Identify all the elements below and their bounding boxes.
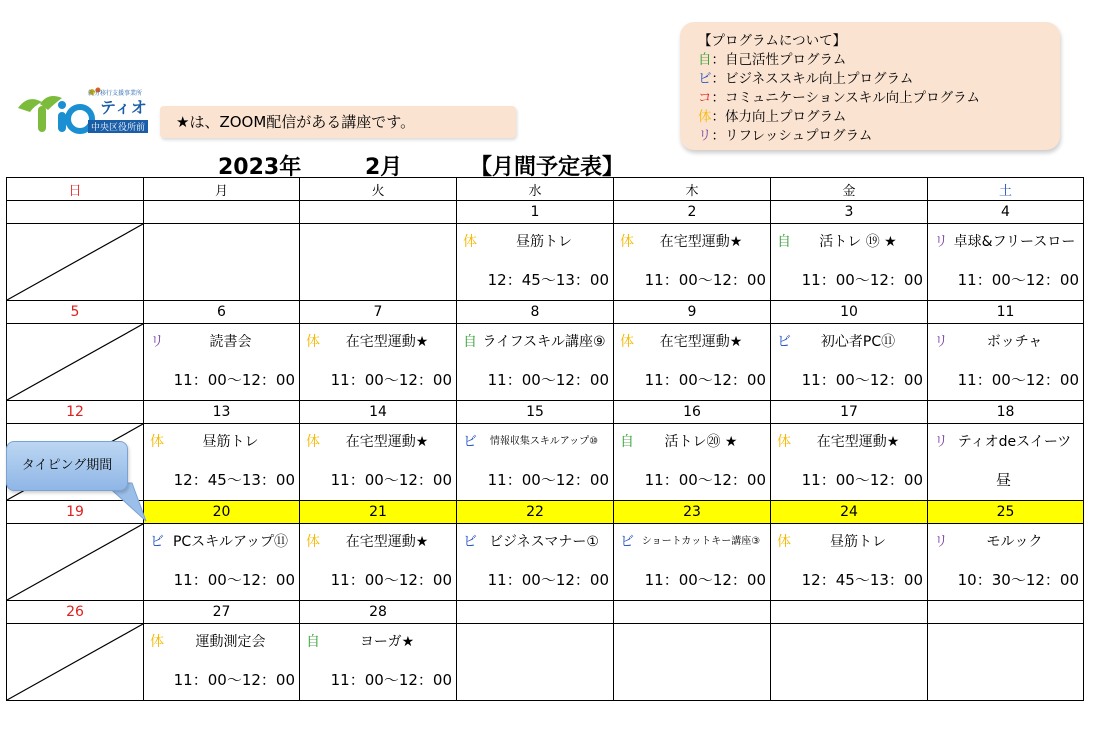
event-cell xyxy=(144,524,300,601)
event-title: 読書会 xyxy=(209,334,252,350)
event-time: 11：00〜12：00 xyxy=(801,371,923,389)
sunday-closed-cell xyxy=(7,524,144,601)
empty-cell xyxy=(771,624,928,701)
event-title: PCスキルアップ⑪ xyxy=(172,534,289,550)
event-time: 12：45〜13：00 xyxy=(801,571,923,589)
callout-label: タイピング期間 xyxy=(6,441,128,491)
event-time: 11：00〜12：00 xyxy=(330,671,452,689)
event-row xyxy=(7,324,1084,401)
date-cell: 14 xyxy=(300,401,457,424)
date-cell: 11 xyxy=(928,301,1084,324)
event-title: 在宅型運動★ xyxy=(345,334,429,350)
date-cell: 22 xyxy=(457,501,614,524)
event-cell xyxy=(614,524,771,601)
event-time: 12：45〜13：00 xyxy=(173,471,295,489)
weekday-header: 金 xyxy=(771,178,928,201)
event-cell xyxy=(300,424,457,501)
date-row xyxy=(7,401,1084,424)
date-cell: 12 xyxy=(7,401,144,424)
event-time: 11：00〜12：00 xyxy=(330,371,452,389)
event-time: 11：00〜12：00 xyxy=(487,571,609,589)
event-cell xyxy=(144,324,300,401)
date-cell xyxy=(771,601,928,624)
event-cell xyxy=(457,224,614,301)
event-category: ビ xyxy=(463,534,477,550)
event-title: ビジネスマナー① xyxy=(489,534,599,550)
legend-item: 自：自己活性プログラム xyxy=(698,52,847,68)
diagonal-slash xyxy=(7,224,143,300)
event-cell xyxy=(300,524,457,601)
event-cell xyxy=(771,224,928,301)
event-title: 在宅型運動★ xyxy=(345,434,429,450)
event-time: 11：00〜12：00 xyxy=(957,271,1079,289)
event-category: 体 xyxy=(306,534,320,550)
event-time: 11：00〜12：00 xyxy=(487,471,609,489)
program-legend xyxy=(680,22,1060,150)
event-row xyxy=(7,424,1084,501)
date-row xyxy=(7,601,1084,624)
logo-subtitle: 就労移行支援事業所 xyxy=(88,90,143,97)
event-category: 体 xyxy=(620,334,634,350)
event-category: リ xyxy=(150,334,164,350)
event-cell xyxy=(457,324,614,401)
event-category: リ xyxy=(934,234,948,250)
empty-cell xyxy=(300,224,457,301)
monthly-calendar xyxy=(6,177,1084,701)
event-category: 体 xyxy=(306,334,320,350)
event-title: 運動測定会 xyxy=(195,634,266,650)
date-cell: 17 xyxy=(771,401,928,424)
event-category: 体 xyxy=(306,434,320,450)
event-cell xyxy=(457,424,614,501)
event-cell xyxy=(614,424,771,501)
event-category: 自 xyxy=(777,234,791,250)
legend-key: リ xyxy=(698,128,712,144)
date-cell: 15 xyxy=(457,401,614,424)
date-cell: 10 xyxy=(771,301,928,324)
diagonal-slash xyxy=(7,524,143,600)
weekday-header: 水 xyxy=(457,178,614,201)
legend-key: 体 xyxy=(698,109,712,125)
event-row xyxy=(7,224,1084,301)
date-cell: 13 xyxy=(144,401,300,424)
event-time: 11：00〜12：00 xyxy=(801,471,923,489)
event-time: 11：00〜12：00 xyxy=(957,371,1079,389)
diagonal-slash xyxy=(7,324,143,400)
event-time: 10：30〜12：00 xyxy=(957,571,1079,589)
event-title: ライフスキル講座⑨ xyxy=(482,334,606,350)
legend-key: コ xyxy=(698,90,712,106)
date-cell: 16 xyxy=(614,401,771,424)
date-cell: 20 xyxy=(144,501,300,524)
event-category: ビ xyxy=(777,334,791,350)
date-cell: 7 xyxy=(300,301,457,324)
weekday-header: 月 xyxy=(144,178,300,201)
date-cell: 9 xyxy=(614,301,771,324)
date-cell: 1 xyxy=(457,201,614,224)
event-cell xyxy=(928,224,1084,301)
event-cell xyxy=(928,524,1084,601)
date-row xyxy=(7,201,1084,224)
event-category: 体 xyxy=(150,634,164,650)
date-cell: 26 xyxy=(7,601,144,624)
event-cell xyxy=(928,324,1084,401)
empty-cell xyxy=(614,624,771,701)
date-cell xyxy=(457,601,614,624)
event-category: ビ xyxy=(463,434,477,450)
date-cell: 2 xyxy=(614,201,771,224)
event-cell xyxy=(300,324,457,401)
event-cell xyxy=(457,524,614,601)
event-title: ボッチャ xyxy=(986,334,1043,350)
event-title: 在宅型運動★ xyxy=(659,234,743,250)
heading-title: 【月間予定表】 xyxy=(470,155,625,180)
event-cell xyxy=(771,524,928,601)
legend-key: 自 xyxy=(698,52,712,68)
sunday-closed-cell xyxy=(7,324,144,401)
weekday-header: 土 xyxy=(928,178,1084,201)
date-cell: 23 xyxy=(614,501,771,524)
event-time: 11：00〜12：00 xyxy=(801,271,923,289)
date-cell xyxy=(614,601,771,624)
event-category: リ xyxy=(934,334,948,350)
event-category: 自 xyxy=(463,334,477,350)
event-title: ティオdeスイーツ xyxy=(957,434,1072,450)
event-time: 11：00〜12：00 xyxy=(644,271,766,289)
event-row xyxy=(7,524,1084,601)
event-category: 体 xyxy=(777,534,791,550)
logo-place: 中央区役所前 xyxy=(88,120,148,133)
date-cell: 28 xyxy=(300,601,457,624)
date-row xyxy=(7,501,1084,524)
date-cell: 3 xyxy=(771,201,928,224)
date-cell xyxy=(300,201,457,224)
logo-name: ティオ xyxy=(100,98,147,117)
weekday-header-row xyxy=(7,178,1084,201)
event-time: 11：00〜12：00 xyxy=(330,471,452,489)
event-time: 11：00〜12：00 xyxy=(173,571,295,589)
typing-period-callout xyxy=(6,441,130,493)
event-title: 昼筋トレ xyxy=(202,434,259,450)
event-time: 11：00〜12：00 xyxy=(330,571,452,589)
event-category: ビ xyxy=(150,534,164,550)
event-category: 体 xyxy=(777,434,791,450)
date-cell: 25 xyxy=(928,501,1084,524)
event-time: 11：00〜12：00 xyxy=(644,571,766,589)
event-time: 昼 xyxy=(995,471,1011,489)
event-time: 11：00〜12：00 xyxy=(487,371,609,389)
event-title: 活トレ ⑲ ★ xyxy=(819,234,897,250)
date-cell: 27 xyxy=(144,601,300,624)
event-title: ショートカットキー講座③ xyxy=(641,536,761,547)
event-title: 在宅型運動★ xyxy=(659,334,743,350)
event-cell xyxy=(614,324,771,401)
event-title: 卓球&フリースロー xyxy=(953,234,1076,250)
event-time: 11：00〜12：00 xyxy=(173,671,295,689)
date-row xyxy=(7,301,1084,324)
diagonal-slash xyxy=(7,624,143,700)
legend-key: ビ xyxy=(698,71,712,87)
date-cell: 5 xyxy=(7,301,144,324)
empty-cell xyxy=(928,624,1084,701)
event-category: 体 xyxy=(463,234,477,250)
event-category: 自 xyxy=(306,634,320,650)
date-cell: 4 xyxy=(928,201,1084,224)
weekday-header: 木 xyxy=(614,178,771,201)
event-title: ヨーガ★ xyxy=(359,634,415,650)
event-title: 昼筋トレ xyxy=(516,234,572,250)
event-cell xyxy=(614,224,771,301)
event-category: ビ xyxy=(620,534,634,550)
event-category: 自 xyxy=(620,434,634,450)
event-cell xyxy=(144,424,300,501)
zoom-note: ★は、ZOOM配信がある講座です。 xyxy=(160,106,516,138)
legend-item: 体：体力向上プログラム xyxy=(698,109,847,125)
event-title: 初心者PC⑪ xyxy=(820,334,896,350)
event-time: 11：00〜12：00 xyxy=(644,371,766,389)
weekday-header: 日 xyxy=(7,178,144,201)
event-category: 体 xyxy=(620,234,634,250)
event-title: 昼筋トレ xyxy=(830,534,886,550)
empty-cell xyxy=(144,224,300,301)
empty-cell xyxy=(457,624,614,701)
date-cell: 8 xyxy=(457,301,614,324)
event-title: 在宅型運動★ xyxy=(345,534,429,550)
event-title: 情報収集スキルアップ⑩ xyxy=(489,436,599,447)
event-cell xyxy=(300,624,457,701)
sunday-closed-cell xyxy=(7,224,144,301)
heading-month: 2月 xyxy=(365,155,403,180)
event-cell xyxy=(771,424,928,501)
event-time: 11：00〜12：00 xyxy=(173,371,295,389)
date-cell xyxy=(928,601,1084,624)
event-time: 12：45〜13：00 xyxy=(487,271,609,289)
event-time: 11：00〜12：00 xyxy=(644,471,766,489)
date-cell xyxy=(7,201,144,224)
date-cell: 18 xyxy=(928,401,1084,424)
sunday-closed-cell xyxy=(7,624,144,701)
event-cell xyxy=(144,624,300,701)
date-cell: 21 xyxy=(300,501,457,524)
legend-item: ビ：ビジネススキル向上プログラム xyxy=(698,71,914,87)
legend-item: コ：コミュニケーションスキル向上プログラム xyxy=(698,90,981,106)
event-title: 在宅型運動★ xyxy=(816,434,900,450)
event-cell xyxy=(928,424,1084,501)
event-cell xyxy=(771,324,928,401)
event-category: リ xyxy=(934,534,948,550)
date-cell: 6 xyxy=(144,301,300,324)
date-cell: 19 xyxy=(7,501,144,524)
heading-year: 2023年 xyxy=(218,155,302,180)
legend-item: リ：リフレッシュプログラム xyxy=(698,128,873,144)
weekday-header: 火 xyxy=(300,178,457,201)
event-category: リ xyxy=(934,434,948,450)
event-row xyxy=(7,624,1084,701)
legend-title: 【プログラムについて】 xyxy=(698,33,847,49)
date-cell: 24 xyxy=(771,501,928,524)
date-cell xyxy=(144,201,300,224)
event-title: モルック xyxy=(986,534,1043,550)
event-category: 体 xyxy=(150,434,164,450)
event-title: 活トレ⑳ ★ xyxy=(664,434,738,450)
